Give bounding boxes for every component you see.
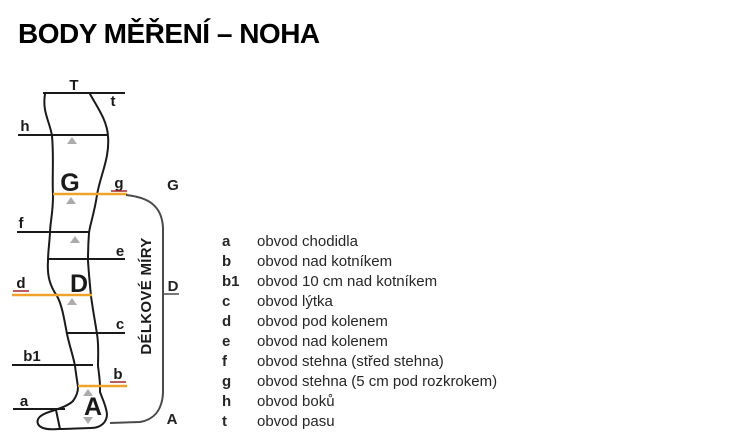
legend-text: obvod pod kolenem bbox=[257, 313, 388, 330]
legend-item-t bbox=[222, 412, 497, 432]
label-D-big: D bbox=[69, 270, 89, 298]
marker-h-icon bbox=[67, 137, 77, 144]
label-h: h bbox=[20, 118, 30, 135]
legend-text: obvod pasu bbox=[257, 413, 335, 430]
legend-item-h bbox=[222, 392, 497, 412]
legend-key: d bbox=[222, 313, 232, 330]
label-a: a bbox=[19, 393, 29, 410]
legend-key: t bbox=[222, 413, 227, 430]
bracket-label-D: D bbox=[167, 278, 179, 295]
legend-item-b bbox=[222, 252, 497, 272]
legend-text: obvod boků bbox=[257, 393, 335, 410]
measurement-legend bbox=[222, 232, 497, 432]
label-A-big: A bbox=[83, 393, 103, 421]
toe-band-line bbox=[56, 410, 60, 429]
legend-text: obvod chodidla bbox=[257, 233, 358, 250]
legend-text: obvod lýtka bbox=[257, 293, 333, 310]
length-measures-title: DÉLKOVÉ MÍRY bbox=[138, 237, 155, 355]
label-d: d bbox=[16, 275, 26, 292]
legend-text: obvod stehna (5 cm pod rozkrokem) bbox=[257, 373, 498, 390]
label-c: c bbox=[115, 316, 125, 333]
marker-f-icon bbox=[70, 236, 80, 243]
label-g: g bbox=[114, 175, 124, 192]
legend-text: obvod nad kolenem bbox=[257, 333, 388, 350]
legend-key: h bbox=[222, 393, 232, 410]
label-t: t bbox=[110, 93, 116, 110]
label-G-big: G bbox=[60, 169, 80, 197]
legend-item-b1 bbox=[222, 272, 497, 292]
legend-item-c bbox=[222, 292, 497, 312]
bracket-label-G: G bbox=[167, 177, 179, 194]
leg-outline bbox=[37, 94, 108, 429]
bracket-label-A: A bbox=[166, 411, 178, 428]
marker-d-icon bbox=[67, 298, 77, 305]
label-f: f bbox=[18, 215, 24, 232]
page-title: BODY MĚŘENÍ – NOHA bbox=[18, 18, 320, 49]
legend-key: f bbox=[222, 353, 227, 370]
legend-key: e bbox=[222, 333, 231, 350]
marker-g-icon bbox=[66, 197, 76, 204]
bracket-curve bbox=[110, 195, 163, 423]
legend-key: a bbox=[222, 233, 231, 250]
leg-measurement-diagram bbox=[0, 60, 205, 441]
label-T: T bbox=[69, 77, 79, 94]
legend-text: obvod 10 cm nad kotníkem bbox=[257, 273, 438, 290]
legend-text: obvod stehna (střed stehna) bbox=[257, 353, 444, 370]
legend-item-d bbox=[222, 312, 497, 332]
legend-item-e bbox=[222, 332, 497, 352]
legend-item-a bbox=[222, 232, 497, 252]
legend-key: g bbox=[222, 373, 232, 390]
legend-item-f bbox=[222, 352, 497, 372]
legend-key: b1 bbox=[222, 273, 240, 290]
legend-key: b bbox=[222, 253, 232, 270]
label-e: e bbox=[115, 243, 125, 260]
legend-text: obvod nad kotníkem bbox=[257, 253, 393, 270]
leg-outline-right bbox=[88, 94, 108, 392]
label-b1: b1 bbox=[23, 348, 41, 365]
legend-key: c bbox=[222, 293, 231, 310]
legend-item-g bbox=[222, 372, 497, 392]
label-b: b bbox=[113, 366, 123, 383]
